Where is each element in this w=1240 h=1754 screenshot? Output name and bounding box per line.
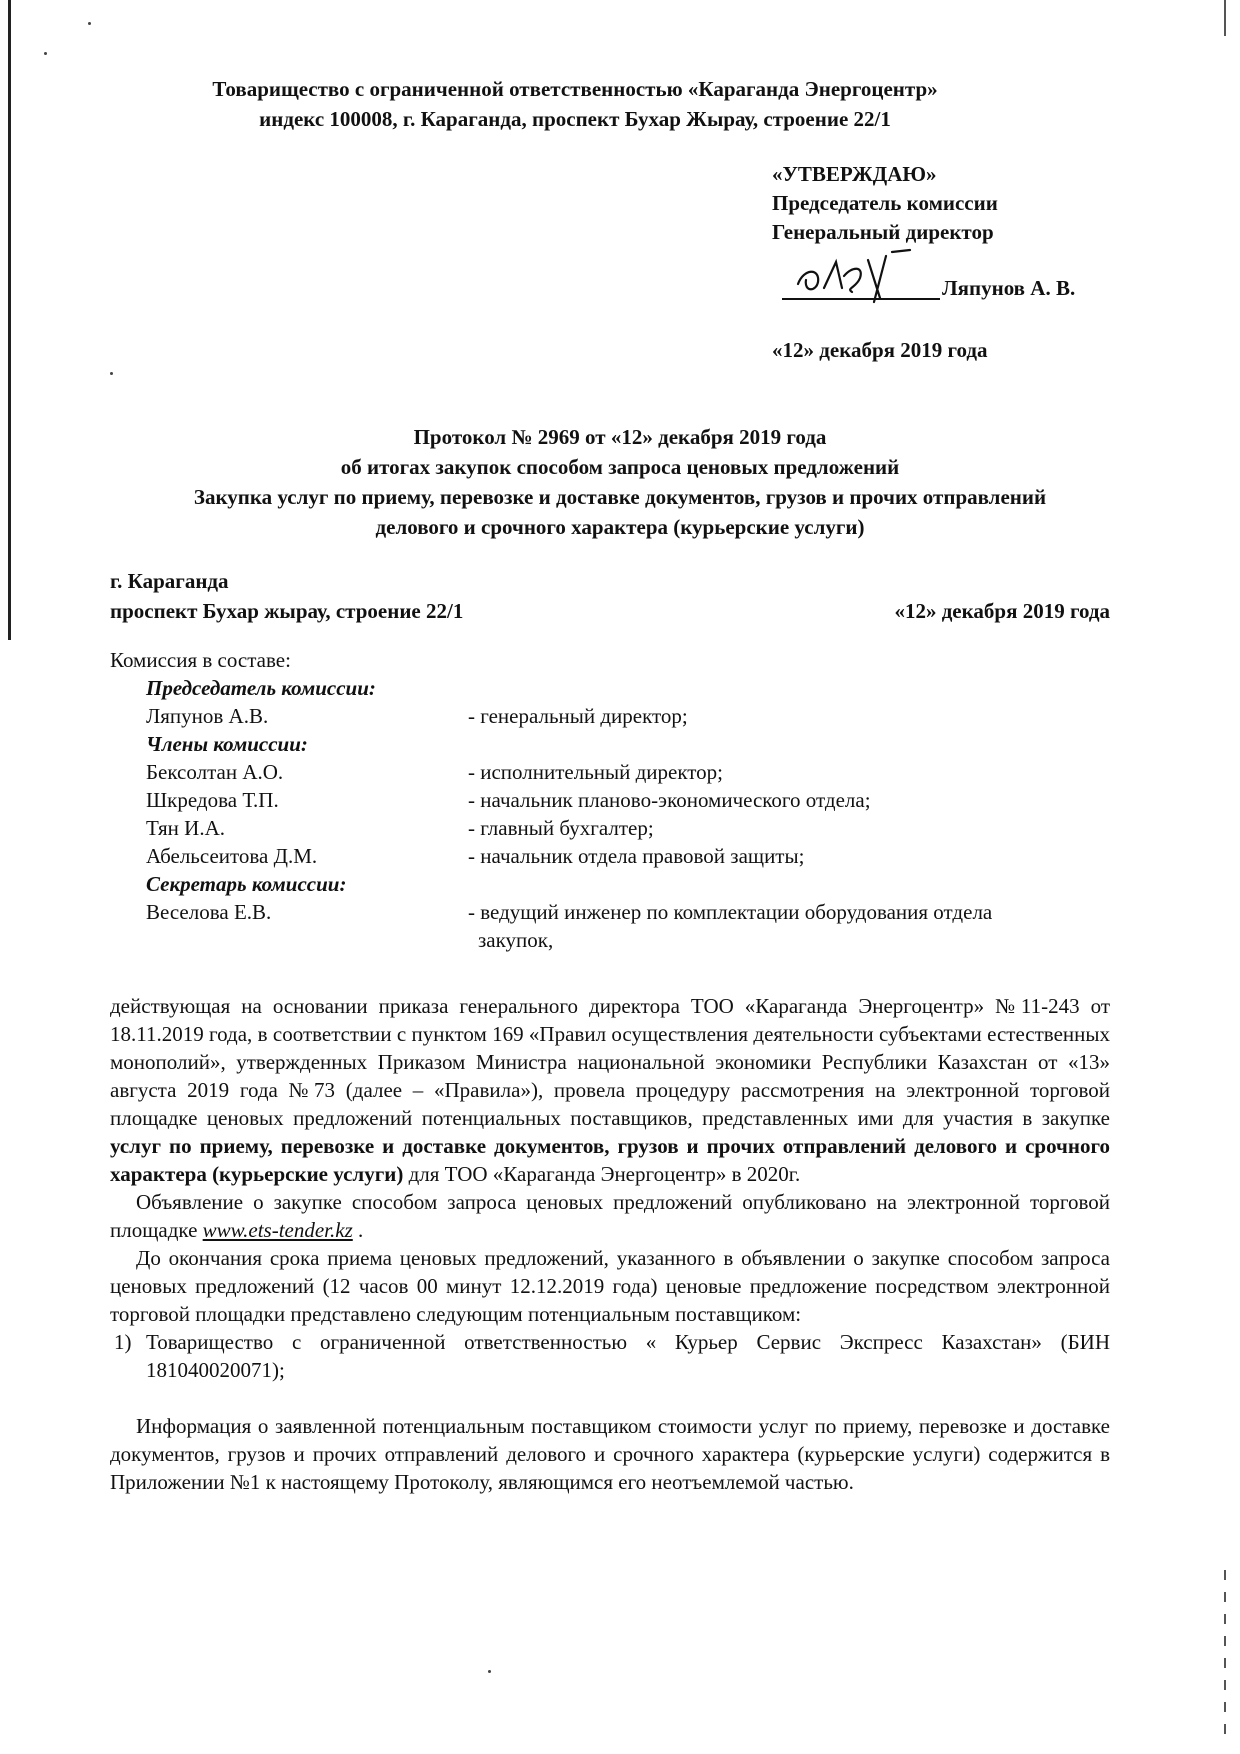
member-position: - начальник отдела правовой защиты; [468, 844, 805, 868]
member-position: - начальник планово-экономического отдела; [468, 788, 871, 812]
approval-position-1: Председатель комиссии [772, 191, 998, 215]
scan-edge-mark [1224, 0, 1226, 36]
paragraph-text-end: для ТОО «Караганда Энергоцентр» в 2020г. [408, 1162, 801, 1186]
paragraph-text: действующая на основании приказа генерального директора ТОО «Караганда Энергоцентр» №11-243 от 18.11.2019 года, в соответствии с пунктом 169 «Правил осуществления деятельности субъектами естественных монополий», утвержденных Приказом Министра национальной экономики Республики Казахстан от «13» августа 2019 года №73 (далее – «Правила»), провела процедуру рассмотрения на электронной торговой площадке ценовых предложений потенциальных поставщиков, представленных ими для участия в закупке [110, 994, 1110, 1130]
commission-heading: Комиссия в составе: [110, 648, 291, 672]
approval-block [772, 160, 1192, 247]
member-position-cont: закупок, [478, 928, 554, 952]
scan-speck [488, 1670, 491, 1673]
commission-member [110, 758, 1110, 786]
scan-speck [44, 52, 47, 55]
member-name: Шкредова Т.П. [146, 788, 279, 812]
member-name: Бексолтан А.О. [146, 760, 284, 784]
commission-member [110, 702, 1110, 730]
members-label: Члены комиссии: [146, 732, 308, 756]
procurement-title: Закупка услуг по приему, перевозке и доставке документов, грузов и прочих отправлений [193, 485, 1047, 509]
commission-list [110, 674, 1110, 954]
signatory-name: Ляпунов А. В. [942, 276, 1076, 300]
member-name: Абельсеитова Д.М. [146, 844, 318, 868]
member-position: - главный бухгалтер; [468, 816, 654, 840]
tender-site-link[interactable]: www.ets-tender.kz [202, 1218, 353, 1242]
signature-line [782, 298, 940, 300]
list-item-text: Товарищество с ограниченной ответственностью « Курьер Сервис Экспресс Казахстан» (БИН 181040020071); [146, 1330, 1110, 1382]
scan-edge-mark [1224, 1570, 1226, 1740]
approval-date: «12» декабря 2019 года [772, 338, 988, 362]
paragraph-text-end: . [358, 1218, 364, 1242]
place-date-block [110, 566, 1110, 626]
list-item [110, 1328, 1110, 1384]
paragraph-text: Объявление о закупке способом запроса ценовых предложений опубликовано на электронной торговой площадке [110, 1190, 1110, 1242]
protocol-title [0, 422, 1240, 542]
member-position: - генеральный директор; [468, 704, 688, 728]
organization-header [0, 74, 1150, 134]
body-paragraph [110, 1188, 1110, 1244]
org-address: индекс 100008, г. Караганда, проспект Бухар Жырау, строение 22/1 [259, 107, 891, 131]
member-position: - ведущий инженер по комплектации оборудования отдела [468, 900, 993, 924]
protocol-subject: об итогах закупок способом запроса ценовых предложений [340, 455, 900, 479]
body-paragraph: Информация о заявленной потенциальным поставщиком стоимости услуг по приему, перевозке и доставке документов, грузов и прочих отправлений делового и срочного характера (курьерские услуги) содержится в Приложении №1 к настоящему Протоколу, являющимся его неотъемлемой частью. [110, 1414, 1110, 1494]
protocol-body [110, 992, 1110, 1496]
protocol-number: Протокол № 2969 от «12» декабря 2019 года [413, 425, 827, 449]
chair-label: Председатель комиссии: [146, 676, 376, 700]
scan-speck [88, 22, 91, 25]
list-item-number: 1) [114, 1330, 132, 1354]
member-position: - исполнительный директор; [468, 760, 724, 784]
member-name: Ляпунов А.В. [146, 704, 269, 728]
signature-row [772, 248, 1192, 308]
place-city: г. Караганда [110, 569, 229, 593]
commission-member [110, 842, 1110, 870]
procurement-title-cont: делового и срочного характера (курьерские услуги) [375, 515, 865, 539]
procurement-subject-bold: услуг по приему, перевозке и доставке документов, грузов и прочих отправлений делового и срочного характера (курьерские услуги) [110, 1134, 1110, 1186]
body-paragraph [110, 992, 1110, 1188]
secretary-label: Секретарь комиссии: [146, 872, 347, 896]
place-address: проспект Бухар жырау, строение 22/1 [110, 599, 464, 623]
body-paragraph: До окончания срока приема ценовых предложений, указанного в объявлении о закупке способом запроса ценовых предложений (12 часов 00 минут 12.12.2019 года) ценовые предложение посредством электронной торговой площадки представлено следующим потенциальным поставщиком: [110, 1246, 1110, 1326]
approval-position-2: Генеральный директор [772, 220, 994, 244]
approval-title: «УТВЕРЖДАЮ» [772, 162, 937, 186]
member-name: Тян И.А. [146, 816, 226, 840]
scan-speck [110, 372, 113, 375]
org-name: Товарищество с ограниченной ответственностью «Караганда Энергоцентр» [212, 77, 938, 101]
member-name: Веселова Е.В. [146, 900, 272, 924]
commission-member [110, 786, 1110, 814]
commission-member [110, 814, 1110, 842]
place-date: «12» декабря 2019 года [894, 599, 1110, 623]
commission-member [110, 898, 1110, 926]
